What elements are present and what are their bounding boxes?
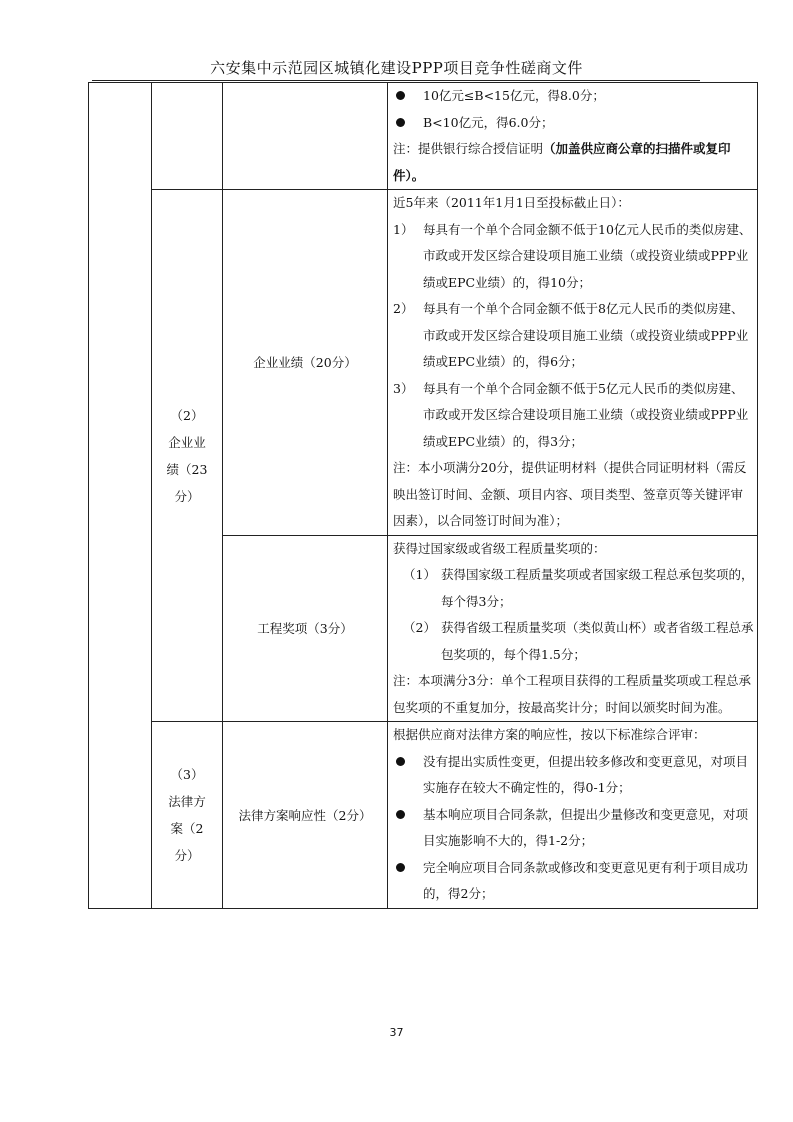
page-header-title: 六安集中示范园区城镇化建设PPP项目竞争性磋商文件: [210, 59, 583, 77]
list-item: [393, 615, 754, 668]
empty-first-column: [89, 83, 152, 909]
awards-note: 注：本项满分3分：单个工程项目获得的工程质量奖项或工程总承包奖项的不重复加分，按最高奖计分；时间以颁奖时间为准。: [393, 673, 751, 715]
category-performance-label: （2）企业业绩（23分）: [166, 407, 208, 504]
table-row-credit-tail: [89, 83, 758, 190]
list-item-number: （1）: [403, 567, 436, 582]
category-legal-cell: [152, 722, 223, 909]
list-item-text: 获得省级工程质量奖项（类似黄山杯）或者省级工程总承包奖项的，每个得1.5分；: [441, 620, 754, 662]
list-item-number: 1）: [393, 221, 414, 237]
list-item: [393, 296, 754, 376]
credit-note-text: 注：提供银行综合授信证明: [393, 141, 544, 156]
list-item-number: （2）: [403, 620, 436, 635]
list-item: [393, 217, 754, 297]
scoring-table: [88, 82, 758, 909]
header-rule: [92, 80, 700, 81]
empty-item-cell: [223, 83, 388, 190]
list-item: 没有提出实质性变更，但提出较多修改和变更意见，对项目实施存在较大不确定性的，得0-1分；: [393, 749, 754, 802]
table-row-performance: [89, 190, 758, 536]
list-item-number: 3）: [393, 380, 414, 396]
list-item: [393, 562, 754, 615]
performance-intro: 近5年来（2011年1月1日至投标截止日）：: [393, 195, 630, 210]
list-item: B<10亿元，得6.0分；: [393, 110, 754, 137]
list-item-text: 每具有一个单个合同金额不低于5亿元人民币的类似房建、市政或开发区综合建设项目施工业绩（或投资业绩或PPP业绩或EPC业绩）的，得3分；: [423, 380, 749, 449]
list-item: [393, 376, 754, 456]
legal-criteria-cell: [388, 722, 758, 909]
awards-intro: 获得过国家级或省级工程质量奖项的：: [393, 540, 606, 556]
awards-criteria-cell: [388, 535, 758, 722]
performance-criteria-cell: [388, 190, 758, 536]
empty-category-cell: [152, 83, 223, 190]
category-legal-label: （3）法律方案（2分）: [168, 766, 206, 863]
credit-note-bold: （加盖供应商公章的扫描件或复印件）。: [393, 141, 731, 183]
item-awards-label: 工程奖项（3分）: [257, 621, 353, 637]
item-legal-label: 法律方案响应性（2分）: [238, 807, 372, 823]
list-item-number: 2）: [393, 301, 414, 316]
category-performance-cell: [152, 190, 223, 722]
list-item-text: 每具有一个单个合同金额不低于8亿元人民币的类似房建、市政或开发区综合建设项目施工业绩（或投资业绩或PPP业绩或EPC业绩）的，得6分；: [423, 301, 749, 369]
legal-intro: 根据供应商对法律方案的响应性，按以下标准综合评审：: [393, 727, 706, 742]
list-item: 10亿元≤B<15亿元，得8.0分；: [393, 83, 754, 110]
credit-criteria-cell: [388, 83, 758, 190]
item-performance-label: 企业业绩（20分）: [253, 355, 357, 371]
table-row-legal: [89, 722, 758, 909]
list-item: 基本响应项目合同条款，但提出少量修改和变更意见，对项目实施影响不大的，得1-2分；: [393, 802, 754, 855]
item-awards-cell: [223, 535, 388, 722]
page-number: 37: [389, 1026, 404, 1039]
item-performance-cell: [223, 190, 388, 536]
list-item: 完全响应项目合同条款或修改和变更意见更有利于项目成功的，得2分；: [393, 855, 754, 908]
performance-note: 注：本小项满分20分，提供证明材料（提供合同证明材料（需反映出签订时间、金额、项目内容、项目类型、签章页等关键评审因素），以合同签订时间为准）；: [393, 460, 747, 528]
list-item-text: 获得国家级工程质量奖项或者国家级工程总承包奖项的，每个得3分；: [441, 567, 754, 609]
item-legal-cell: [223, 722, 388, 909]
list-item-text: 每具有一个单个合同金额不低于10亿元人民币的类似房建、市政或开发区综合建设项目施工业绩（或投资业绩或PPP业绩或EPC业绩）的，得10分；: [423, 221, 752, 290]
credit-note: [393, 136, 754, 189]
